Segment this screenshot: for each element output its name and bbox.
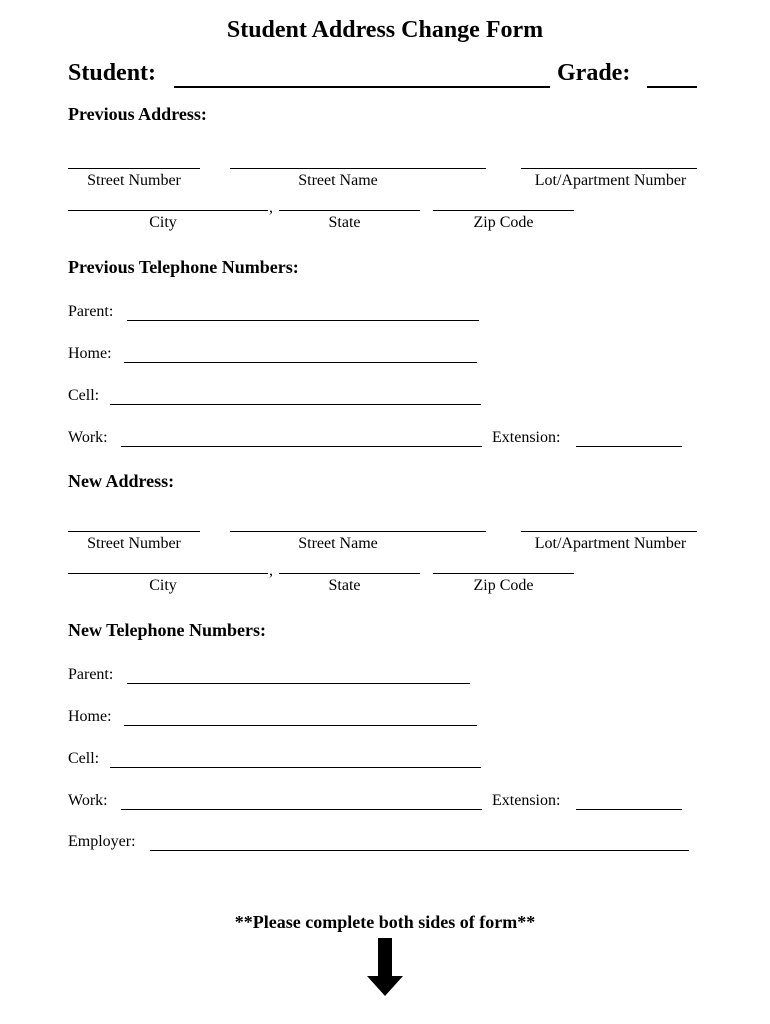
new-parent-label: Parent: — [68, 666, 114, 683]
new-address-heading: New Address: — [68, 471, 175, 491]
new-work-label: Work: — [68, 792, 108, 809]
new-employer-label: Employer: — [68, 833, 136, 850]
new-street-name-field[interactable] — [230, 531, 486, 532]
new-cell-label: Cell: — [68, 750, 100, 767]
prev-cell-label: Cell: — [68, 387, 100, 404]
new-extension-field[interactable] — [576, 809, 682, 810]
student-name-field[interactable] — [174, 86, 550, 88]
new-home-phone-field[interactable] — [124, 725, 477, 726]
prev-extension-label: Extension: — [492, 429, 561, 446]
new-phones-heading: New Telephone Numbers: — [68, 620, 267, 640]
prev-street-name-field[interactable] — [230, 168, 486, 169]
prev-state-field[interactable] — [279, 210, 420, 211]
new-street-number-caption: Street Number — [87, 535, 181, 552]
new-extension-label: Extension: — [492, 792, 561, 809]
previous-phones-heading: Previous Telephone Numbers: — [68, 257, 299, 277]
footer-note: **Please complete both sides of form** — [234, 912, 536, 932]
new-state-caption: State — [328, 577, 361, 594]
new-street-name-caption: Street Name — [298, 535, 378, 552]
prev-zip-caption: Zip Code — [473, 214, 534, 231]
new-zip-caption: Zip Code — [473, 577, 534, 594]
new-parent-phone-field[interactable] — [127, 683, 470, 684]
prev-work-label: Work: — [68, 429, 108, 446]
prev-street-number-caption: Street Number — [87, 172, 181, 189]
new-lot-field[interactable] — [521, 531, 697, 532]
student-label: Student: — [68, 60, 157, 86]
new-zip-field[interactable] — [433, 573, 574, 574]
new-work-phone-field[interactable] — [121, 809, 482, 810]
new-city-caption: City — [149, 577, 177, 594]
prev-cell-phone-field[interactable] — [110, 404, 481, 405]
down-arrow-icon — [367, 938, 403, 996]
new-state-field[interactable] — [279, 573, 420, 574]
new-city-field[interactable] — [68, 573, 268, 574]
form-title: Student Address Change Form — [226, 17, 544, 43]
grade-field[interactable] — [647, 86, 697, 88]
new-city-comma: , — [269, 562, 273, 579]
prev-street-name-caption: Street Name — [298, 172, 378, 189]
prev-lot-caption: Lot/Apartment Number — [534, 172, 687, 189]
new-cell-phone-field[interactable] — [110, 767, 481, 768]
prev-home-label: Home: — [68, 345, 112, 362]
prev-city-comma: , — [269, 199, 273, 216]
prev-lot-field[interactable] — [521, 168, 697, 169]
prev-work-phone-field[interactable] — [121, 446, 482, 447]
prev-extension-field[interactable] — [576, 446, 682, 447]
previous-address-heading: Previous Address: — [68, 104, 207, 124]
new-street-number-field[interactable] — [68, 531, 200, 532]
prev-city-field[interactable] — [68, 210, 268, 211]
new-home-label: Home: — [68, 708, 112, 725]
prev-home-phone-field[interactable] — [124, 362, 477, 363]
prev-zip-field[interactable] — [433, 210, 574, 211]
new-lot-caption: Lot/Apartment Number — [534, 535, 687, 552]
prev-parent-label: Parent: — [68, 303, 114, 320]
new-employer-field[interactable] — [150, 850, 689, 851]
prev-state-caption: State — [328, 214, 361, 231]
prev-street-number-field[interactable] — [68, 168, 200, 169]
grade-label: Grade: — [557, 60, 631, 86]
prev-city-caption: City — [149, 214, 177, 231]
prev-parent-phone-field[interactable] — [127, 320, 479, 321]
